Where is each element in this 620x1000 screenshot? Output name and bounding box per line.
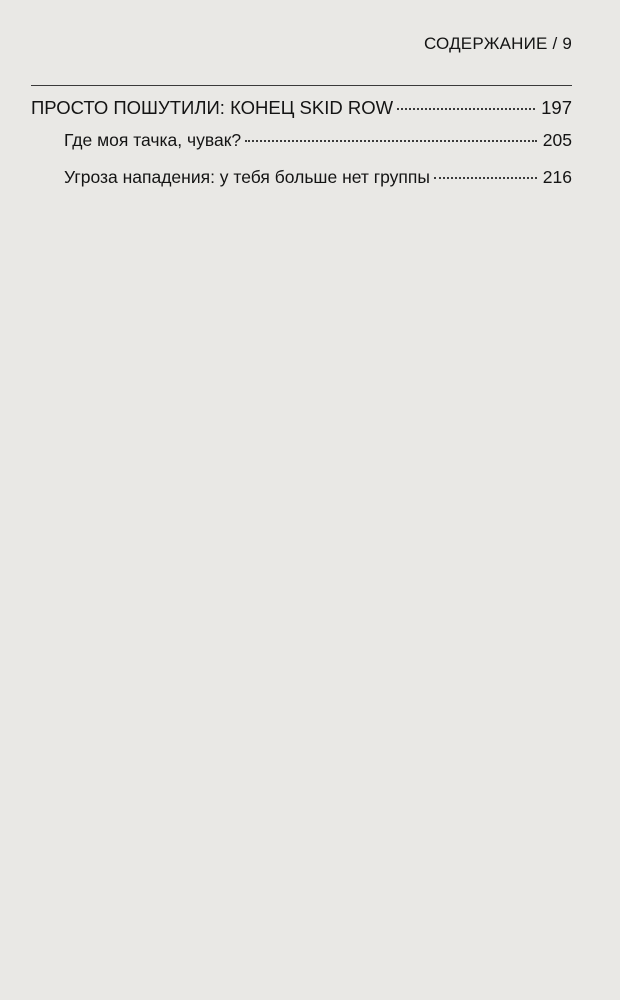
- chapter-title: ПРОСТО ПОШУТИЛИ: КОНЕЦ SKID ROW: [31, 97, 394, 118]
- page-number: 216: [542, 167, 572, 187]
- toc-chapter-entry[interactable]: [31, 97, 572, 119]
- page-number: 197: [541, 97, 572, 118]
- entry-title: Где моя тачка, чувак?: [64, 130, 242, 150]
- page-number: 205: [542, 130, 572, 150]
- dot-leader: [245, 140, 537, 142]
- dot-leader: [434, 177, 537, 179]
- entry-title: Угроза нападения: у тебя больше нет группы: [64, 167, 430, 187]
- toc-entry[interactable]: [64, 167, 572, 188]
- dot-leader: [397, 108, 535, 110]
- running-header: СОДЕРЖАНИЕ / 9: [423, 34, 572, 53]
- toc-entry[interactable]: [64, 130, 572, 151]
- section-divider: [31, 85, 572, 86]
